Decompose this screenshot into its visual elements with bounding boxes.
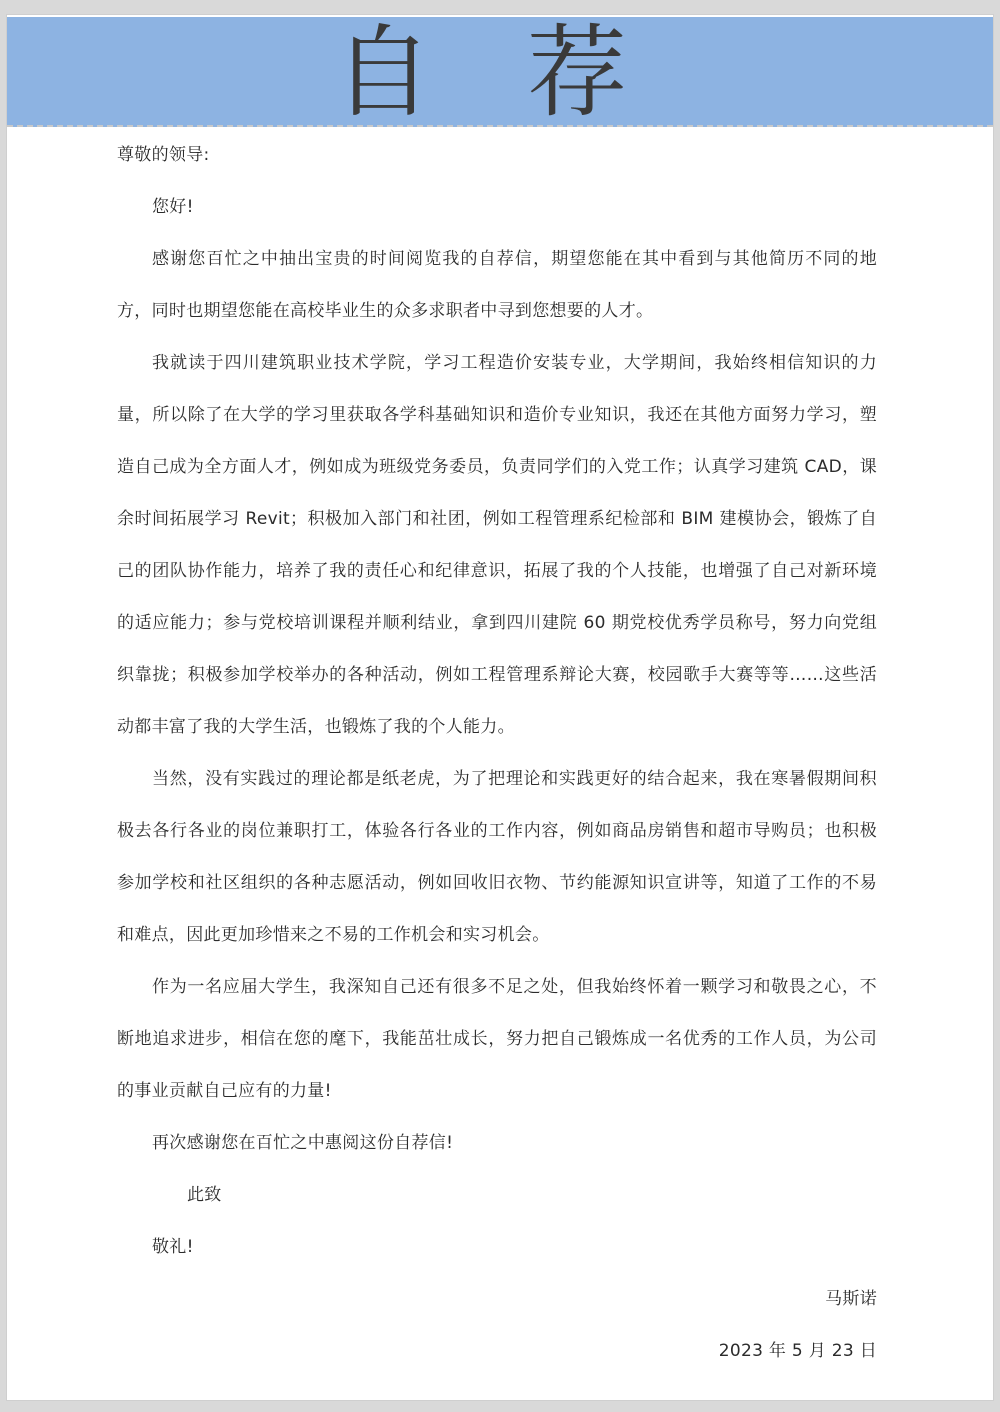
closing-line-1: 此致	[187, 1185, 222, 1205]
salutation: 尊敬的领导:	[117, 145, 210, 165]
title-char-1: 自	[333, 14, 433, 131]
paragraph-2: 我就读于四川建筑职业技术学院，学习工程造价安装专业，大学期间，我始终相信知识的力量，所以除了在大学的学习里获取各学科基础知识和造价专业知识，我还在其他方面努力学习，塑造自己成为全方面人才，例如成为班级党务委员，负责同学们的入党工作；认真学习建筑 CAD，课余时间拓展学习 Revit；积极加入部门和社团，例如工程管理系纪检部和 BIM 建模协会，锻炼了自己的团队协作能力，培养了我的责任心和纪律意识，拓展了我的个人技能，也增强了自己对新环境的适应能力；参与党校培训课程并顺利结业，拿到四川建院 60 期党校优秀学员称号，努力向党组织靠拢；积极参加学校举办的各种活动，例如工程管理系辩论大赛，校园歌手大赛等等……这些活动都丰富了我的大学生活，也锻炼了我的个人能力。	[117, 353, 877, 737]
greeting: 您好!	[152, 197, 194, 217]
title-banner	[7, 14, 993, 131]
paragraph-1: 感谢您百忙之中抽出宝贵的时间阅览我的自荐信，期望您能在其中看到与其他简历不同的地方，同时也期望您能在高校毕业生的众多求职者中寻到您想要的人才。	[117, 249, 877, 321]
letter-body	[117, 129, 877, 1377]
title-char-2: 荐	[527, 14, 627, 131]
document-page	[6, 14, 994, 1401]
paragraph-4: 作为一名应届大学生，我深知自己还有很多不足之处，但我始终怀着一颗学习和敬畏之心，不断地追求进步，相信在您的麾下，我能茁壮成长，努力把自己锻炼成一名优秀的工作人员，为公司的事业贡献自己应有的力量!	[117, 977, 877, 1101]
date: 2023 年 5 月 23 日	[718, 1341, 877, 1361]
paragraph-3: 当然，没有实践过的理论都是纸老虎，为了把理论和实践更好的结合起来，我在寒暑假期间积极去各行各业的岗位兼职打工，体验各行各业的工作内容，例如商品房销售和超市导购员；也积极参加学校和社区组织的各种志愿活动，例如回收旧衣物、节约能源知识宣讲等，知道了工作的不易和难点，因此更加珍惜来之不易的工作机会和实习机会。	[117, 769, 877, 945]
thanks-line: 再次感谢您在百忙之中惠阅这份自荐信!	[152, 1133, 454, 1153]
signature: 马斯诺	[825, 1289, 877, 1309]
closing-line-2: 敬礼!	[152, 1237, 194, 1257]
